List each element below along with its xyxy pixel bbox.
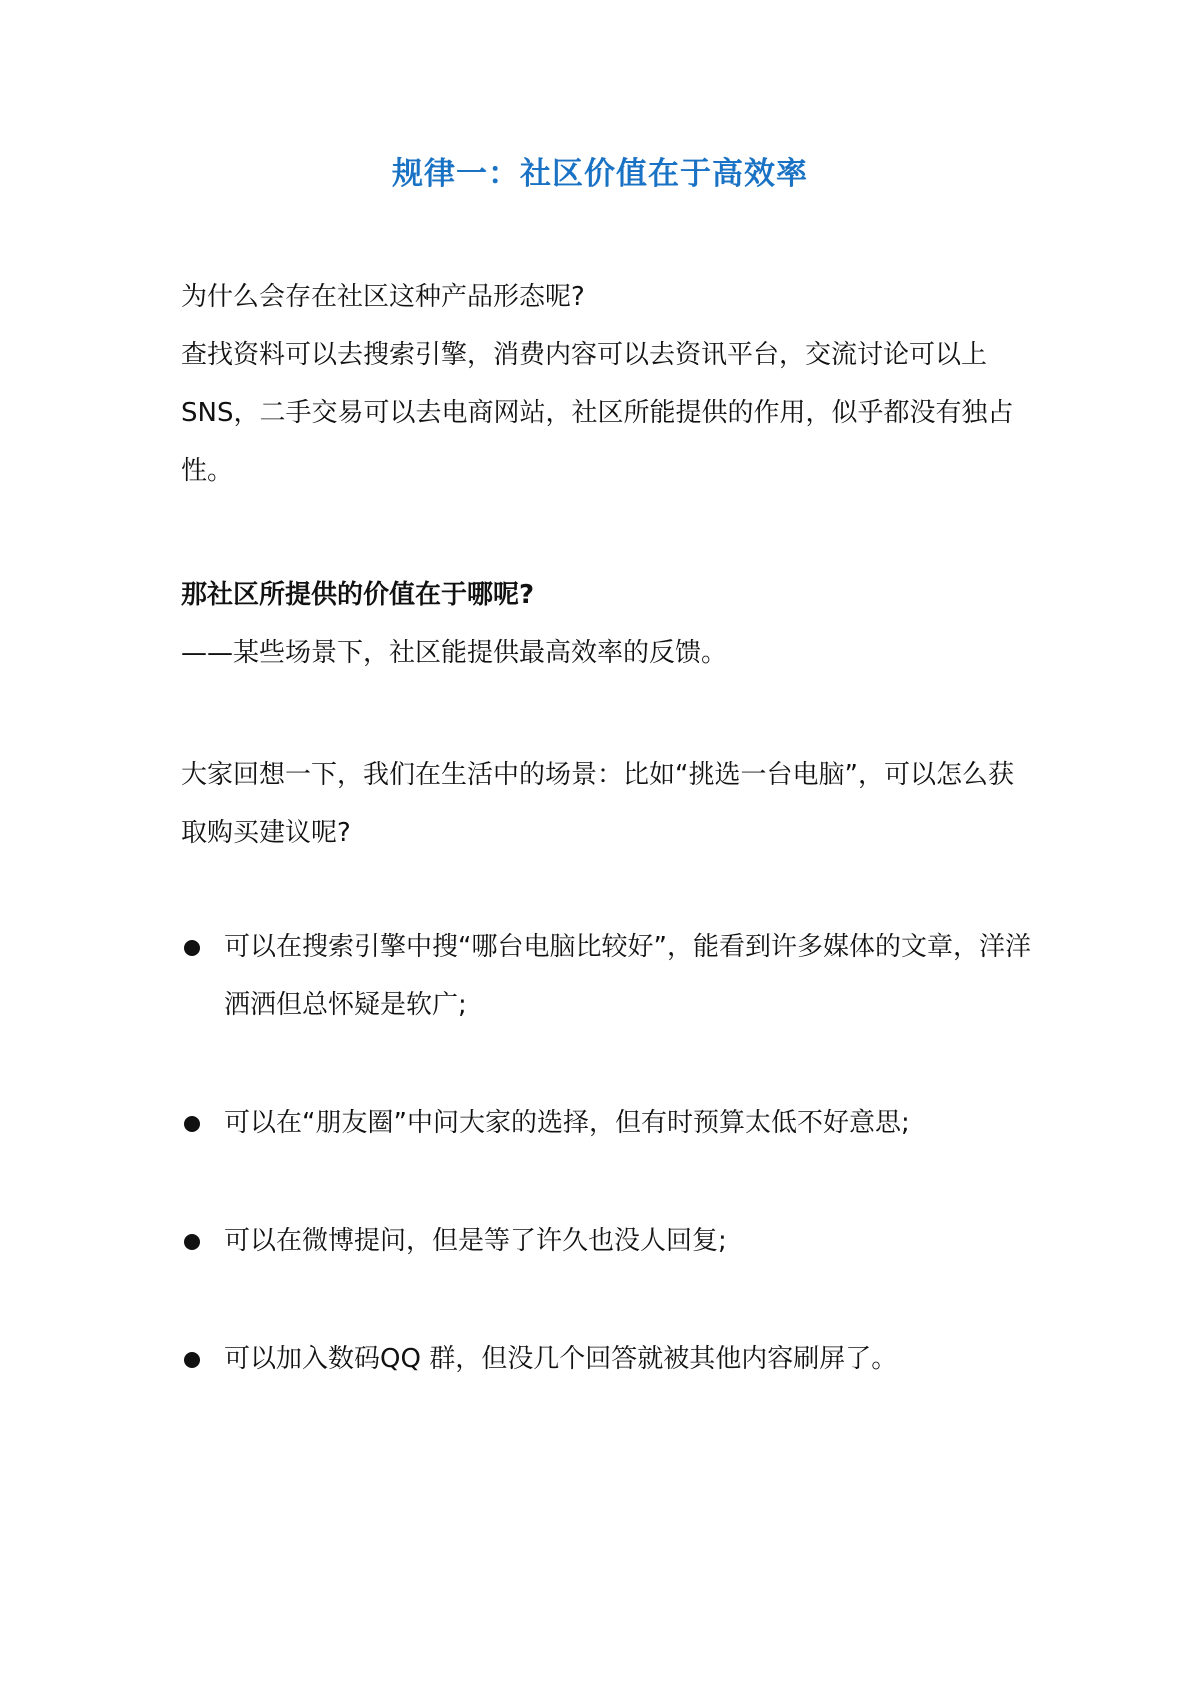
bullet-text: 可以在微博提问，但是等了许久也没人回复;	[224, 1226, 727, 1256]
bullet-dot-icon	[184, 1116, 200, 1132]
bullet-dot-icon	[184, 1234, 200, 1250]
bullet-text: 可以在“朋友圈”中问大家的选择，但有时预算太低不好意思;	[224, 1108, 910, 1138]
bullet-dot-icon	[184, 940, 200, 956]
value-section	[181, 566, 1031, 682]
bullet-text: 可以加入数码QQ 群，但没几个回答就被其他内容刷屏了。	[224, 1344, 898, 1374]
page-title: 规律一：社区价值在于高效率	[392, 156, 808, 192]
bullet-dot-icon	[184, 1352, 200, 1368]
bullet-item	[181, 1212, 1031, 1270]
scenario-paragraph: 大家回想一下，我们在生活中的场景：比如“挑选一台电脑”，可以怎么获取购买建议呢?	[181, 760, 1014, 848]
intro-question: 为什么会存在社区这种产品形态呢?	[181, 282, 585, 312]
bullet-text: 可以在搜索引擎中搜“哪台电脑比较好”，能看到许多媒体的文章，洋洋洒洒但总怀疑是软广;	[224, 932, 1031, 1020]
bullet-item	[181, 1330, 1031, 1388]
bullet-list	[181, 918, 1031, 1388]
intro-section	[181, 268, 1031, 500]
value-question: 那社区所提供的价值在于哪呢?	[181, 580, 535, 610]
bullet-item	[181, 918, 1031, 1034]
bullet-item	[181, 1094, 1031, 1152]
intro-body: 查找资料可以去搜索引擎，消费内容可以去资讯平台，交流讨论可以上SNS，二手交易可以去电商网站，社区所能提供的作用，似乎都没有独占性。	[181, 340, 1014, 486]
value-answer: ——某些场景下，社区能提供最高效率的反馈。	[181, 638, 728, 668]
